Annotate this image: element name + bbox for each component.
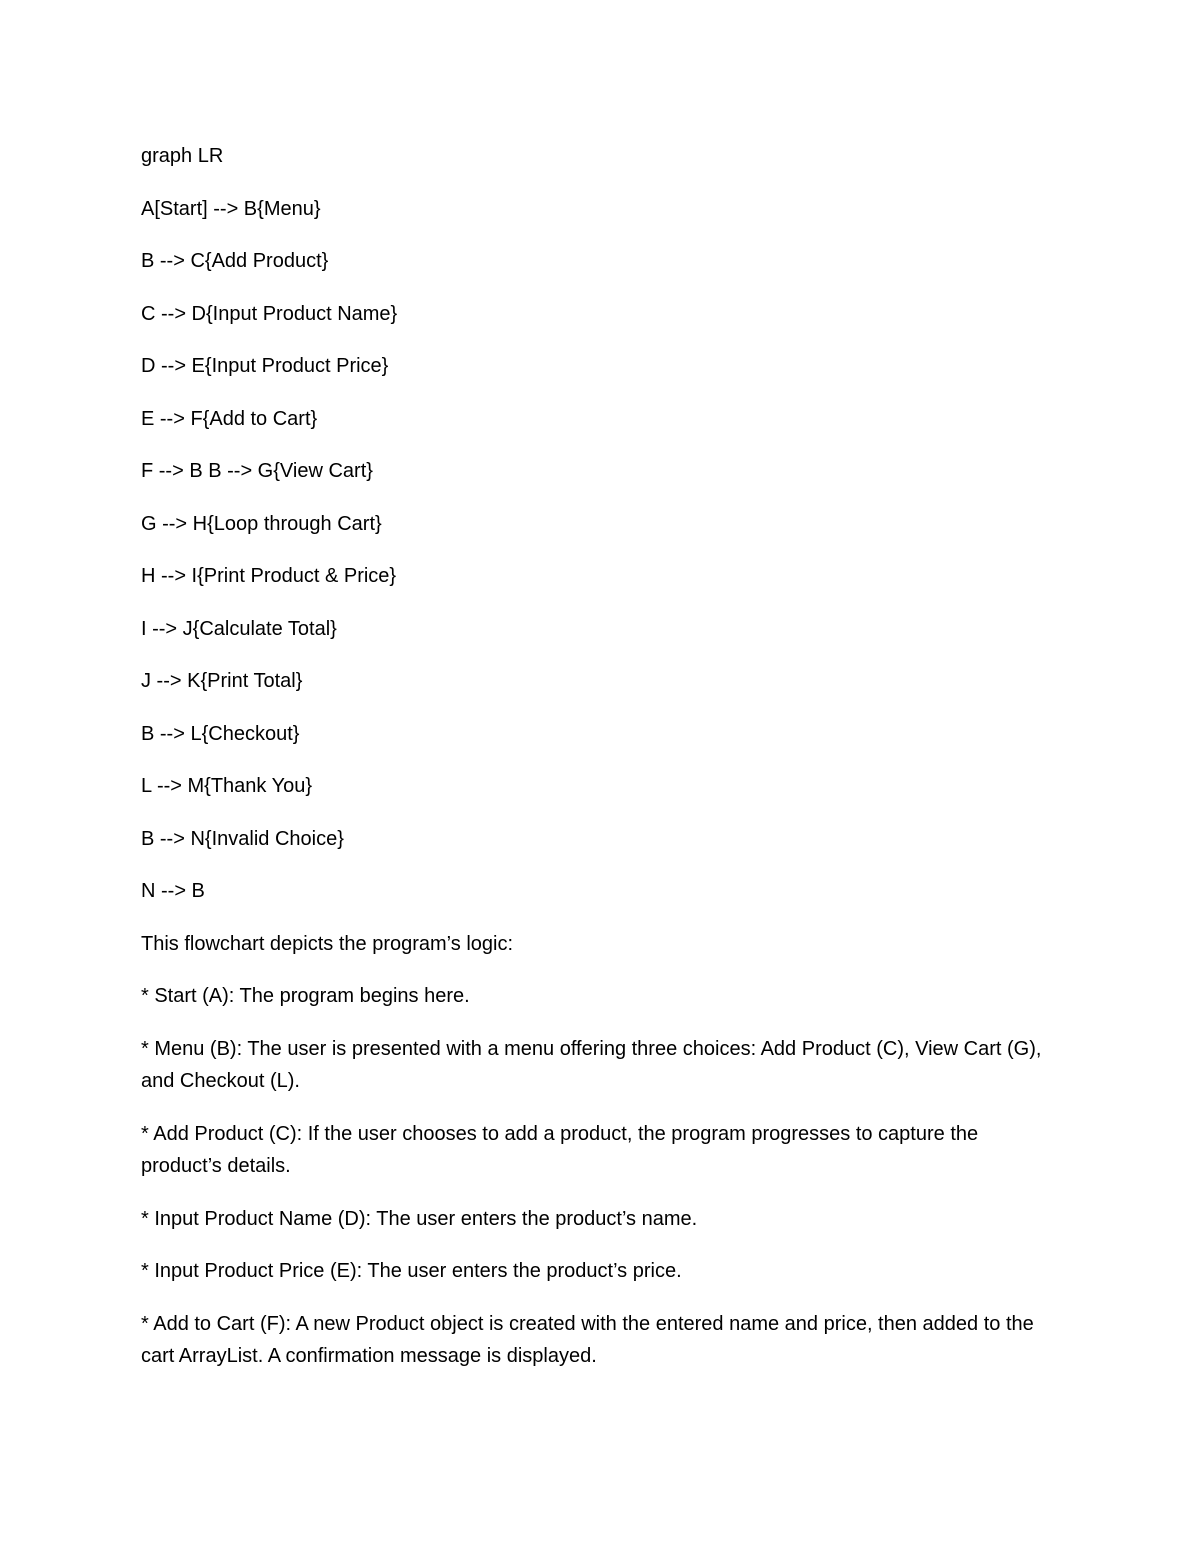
code-line-menu-to-add-product: B --> C{Add Product} xyxy=(141,250,329,272)
explanation-item-add-to-cart: * Add to Cart (F): A new Product object is created with the entered name and price, then added to the cart ArrayList. A confirmation message is displayed. xyxy=(141,1312,1040,1367)
explanation-item-start: * Start (A): The program begins here. xyxy=(141,985,470,1007)
explanation-item-menu: * Menu (B): The user is presented with a menu offering three choices: Add Product (C), View Cart (G), and Checkout (L). xyxy=(141,1037,1047,1092)
code-line-invalid-choice-to-menu: N --> B xyxy=(141,880,205,902)
code-line-loop-to-print-product: H --> I{Print Product & Price} xyxy=(141,565,397,587)
code-line-add-product-to-input-name: C --> D{Input Product Name} xyxy=(141,302,398,325)
explanation-intro: This flowchart depicts the program’s logic: xyxy=(141,932,514,955)
code-line-start-to-menu: A[Start] --> B{Menu} xyxy=(141,197,321,220)
code-line-menu-to-invalid-choice: B --> N{Invalid Choice} xyxy=(141,827,344,850)
code-line-print-product-to-calculate-total: I --> J{Calculate Total} xyxy=(141,617,337,640)
explanation-item-input-product-price: * Input Product Price (E): The user enters the product’s price. xyxy=(141,1260,682,1282)
explanation-item-add-product: * Add Product (C): If the user chooses to add a product, the program progresses to capture the product’s details. xyxy=(141,1122,984,1177)
code-line-checkout-to-thank-you: L --> M{Thank You} xyxy=(141,775,313,797)
code-line-graph-direction: graph LR xyxy=(141,145,224,167)
explanation-item-input-product-name: * Input Product Name (D): The user enters the product’s name. xyxy=(141,1207,698,1230)
code-line-menu-to-checkout: B --> L{Checkout} xyxy=(141,722,300,745)
code-line-add-to-cart-to-menu-view-cart: F --> B B --> G{View Cart} xyxy=(141,460,373,482)
document-body xyxy=(141,140,1061,1393)
code-line-view-cart-to-loop: G --> H{Loop through Cart} xyxy=(141,512,382,535)
code-line-input-price-to-add-to-cart: E --> F{Add to Cart} xyxy=(141,407,318,430)
code-line-calculate-total-to-print-total: J --> K{Print Total} xyxy=(141,670,303,692)
code-line-input-name-to-input-price: D --> E{Input Product Price} xyxy=(141,355,389,377)
